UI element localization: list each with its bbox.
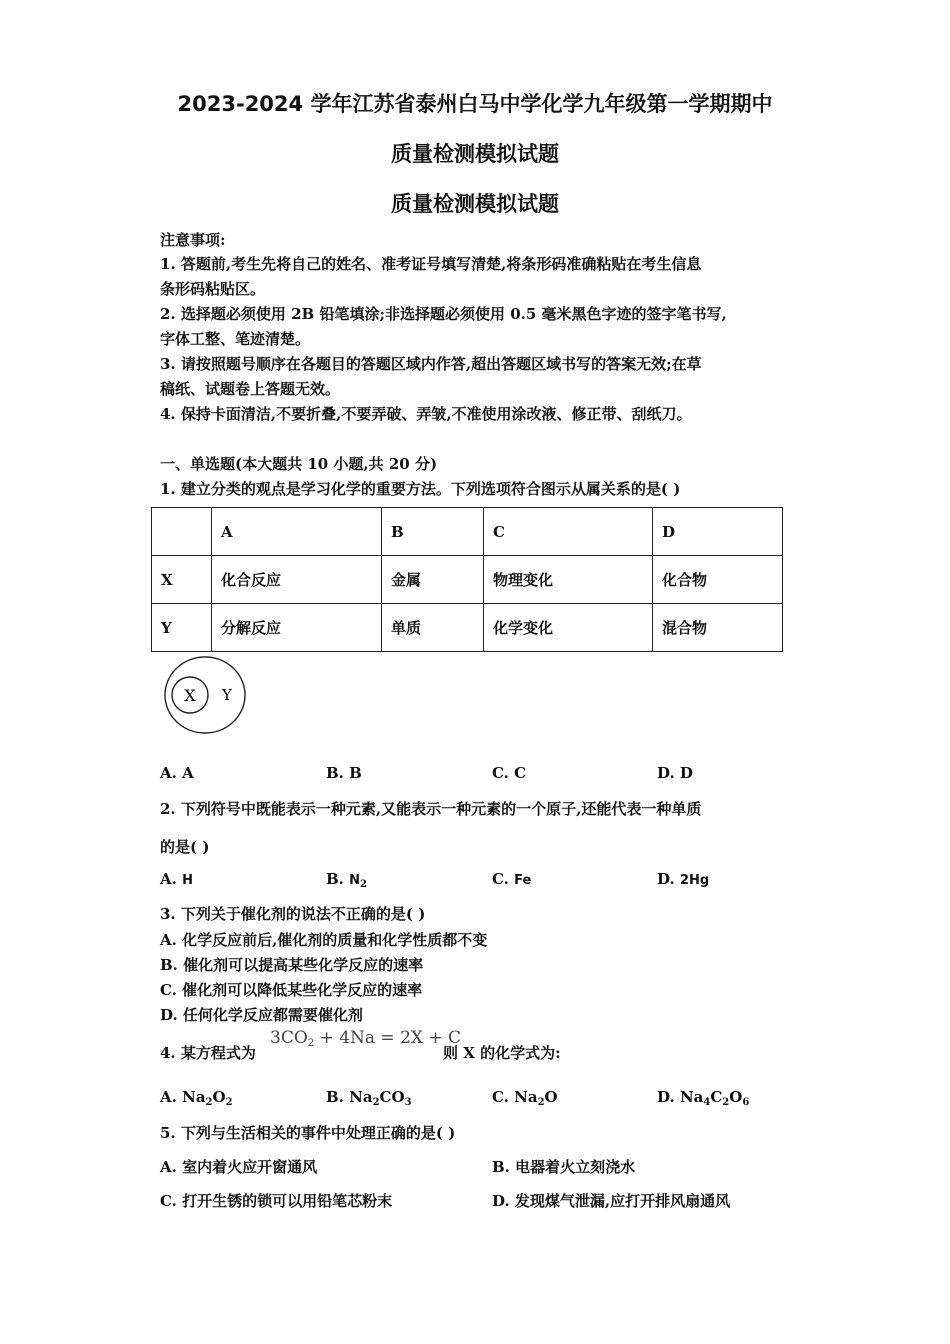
formula-part: Na: [679, 1088, 704, 1106]
notice-item: 3. 请按照题号顺序在各题目的答题区域内作答,超出答题区域书写的答案无效;在草: [160, 355, 702, 373]
formula-subscript: 6: [742, 1097, 750, 1108]
equation-part: 3CO: [270, 1028, 308, 1048]
table-cell: 混合物: [653, 604, 783, 652]
table-cell: B: [382, 508, 484, 556]
equation-subscript: 2: [307, 1038, 315, 1049]
title-line-3: 质量检测模拟试题: [391, 192, 559, 216]
q4-stem-prefix: 4. 某方程式为: [160, 1044, 256, 1062]
q4-option-d[interactable]: [657, 1088, 749, 1106]
title-line-2: 质量检测模拟试题: [391, 142, 559, 166]
option-label: A.: [160, 1088, 177, 1106]
formula-subscript: 2: [722, 1097, 730, 1108]
formula-o: O: [212, 1088, 226, 1106]
table-cell: D: [653, 508, 783, 556]
q1-option-d[interactable]: D. D: [657, 764, 693, 782]
notice-item: 稿纸、试题卷上答题无效。: [160, 380, 341, 398]
table-cell: 单质: [382, 604, 484, 652]
q1-option-b[interactable]: B. B: [326, 764, 362, 782]
q3-option-c[interactable]: C. 催化剂可以降低某些化学反应的速率: [160, 981, 423, 999]
notice-item: 2. 选择题必须使用 2B 铅笔填涂;非选择题必须使用 0.5 毫米黑色字迹的签字笔书写,: [160, 305, 727, 323]
table-cell: 金属: [382, 556, 484, 604]
q2-option-a[interactable]: [160, 870, 193, 888]
table-row: [152, 556, 783, 604]
q5-option-b[interactable]: B. 电器着火立刻浇水: [492, 1158, 636, 1176]
notice-heading: 注意事项:: [160, 231, 226, 249]
option-label: C.: [492, 870, 509, 888]
formula-part: CO: [379, 1088, 405, 1106]
q4-stem-suffix: 则 X 的化学式为:: [443, 1044, 561, 1062]
table-cell: [152, 508, 212, 556]
q2-option-d[interactable]: [657, 870, 709, 888]
option-value: Fe: [514, 873, 532, 888]
q1-option-a[interactable]: A. A: [160, 764, 194, 782]
option-value: H: [182, 873, 193, 888]
table-cell: 分解反应: [212, 604, 382, 652]
table-cell: A: [212, 508, 382, 556]
q4-option-c[interactable]: [492, 1088, 558, 1106]
formula-part: C: [710, 1088, 723, 1106]
q3-option-a[interactable]: A. 化学反应前后,催化剂的质量和化学性质都不变: [160, 931, 488, 949]
section-heading: 一、单选题(本大题共 10 小题,共 20 分): [160, 455, 438, 473]
outer-circle-y: [165, 657, 245, 733]
table-cell: X: [152, 556, 212, 604]
diagram-label-x: X: [184, 686, 196, 705]
equation-part: + 4Na = 2X + C: [314, 1028, 462, 1048]
table-row: [152, 508, 783, 556]
option-subscript: 2: [360, 879, 367, 890]
q4-option-b[interactable]: [326, 1088, 412, 1106]
formula-subscript: 2: [225, 1097, 233, 1108]
formula-part: O: [544, 1088, 558, 1106]
q1-table: [151, 507, 783, 652]
notice-item: 条形码粘贴区。: [160, 280, 266, 298]
formula-part: Na: [349, 1088, 373, 1106]
q4-equation: [270, 1028, 461, 1048]
q2-stem-line-2: 的是( ): [160, 838, 210, 856]
table-cell: 化合物: [653, 556, 783, 604]
notice-item: 4. 保持卡面清洁,不要折叠,不要弄破、弄皱,不准使用涂改液、修正带、刮纸刀。: [160, 405, 692, 423]
table-cell: 化合反应: [212, 556, 382, 604]
q1-stem: 1. 建立分类的观点是学习化学的重要方法。下列选项符合图示从属关系的是( ): [160, 480, 681, 498]
option-value: N: [349, 873, 361, 888]
formula-subscript: 2: [537, 1097, 545, 1108]
q5-stem: 5. 下列与生活相关的事件中处理正确的是( ): [160, 1124, 456, 1142]
q4-option-a[interactable]: [160, 1088, 233, 1106]
option-label: A.: [160, 870, 177, 888]
option-label: C.: [492, 1088, 509, 1106]
q2-option-b[interactable]: [326, 870, 367, 888]
q3-option-d[interactable]: D. 任何化学反应都需要催化剂: [160, 1006, 363, 1024]
option-value: 2Hg: [679, 873, 710, 888]
q3-stem: 3. 下列关于催化剂的说法不正确的是( ): [160, 905, 426, 923]
option-label: B.: [326, 1088, 344, 1106]
option-label: D.: [657, 1088, 675, 1106]
q5-option-d[interactable]: D. 发现煤气泄漏,应打开排风扇通风: [492, 1192, 731, 1210]
table-cell: 化学变化: [484, 604, 653, 652]
table-row: [152, 604, 783, 652]
option-label: D.: [657, 870, 675, 888]
table-cell: C: [484, 508, 653, 556]
title-line-1: 2023-2024 学年江苏省泰州白马中学化学九年级第一学期期中: [177, 92, 773, 116]
q2-option-c[interactable]: [492, 870, 531, 888]
q3-option-b[interactable]: B. 催化剂可以提高某些化学反应的速率: [160, 956, 424, 974]
formula-subscript: 3: [404, 1097, 412, 1108]
q1-option-c[interactable]: C. C: [492, 764, 527, 782]
formula-subscript: 4: [703, 1097, 711, 1108]
notice-item: 1. 答题前,考生先将自己的姓名、准考证号填写清楚,将条形码准确粘贴在考生信息: [160, 255, 702, 273]
notice-item: 字体工整、笔迹清楚。: [160, 330, 311, 348]
formula-na: Na: [182, 1088, 206, 1106]
formula-part: O: [729, 1088, 743, 1106]
option-label: B.: [326, 870, 344, 888]
table-cell: 物理变化: [484, 556, 653, 604]
diagram-label-y: Y: [222, 686, 232, 704]
formula-subscript: 2: [372, 1097, 380, 1108]
nested-circles-diagram: [160, 654, 252, 736]
q5-option-a[interactable]: A. 室内着火应开窗通风: [160, 1158, 318, 1176]
table-cell: Y: [152, 604, 212, 652]
q2-stem-line-1: 2. 下列符号中既能表示一种元素,又能表示一种元素的一个原子,还能代表一种单质: [160, 800, 702, 818]
formula-part: Na: [514, 1088, 538, 1106]
formula-subscript: 2: [205, 1097, 213, 1108]
q5-option-c[interactable]: C. 打开生锈的锁可以用铅笔芯粉末: [160, 1192, 393, 1210]
